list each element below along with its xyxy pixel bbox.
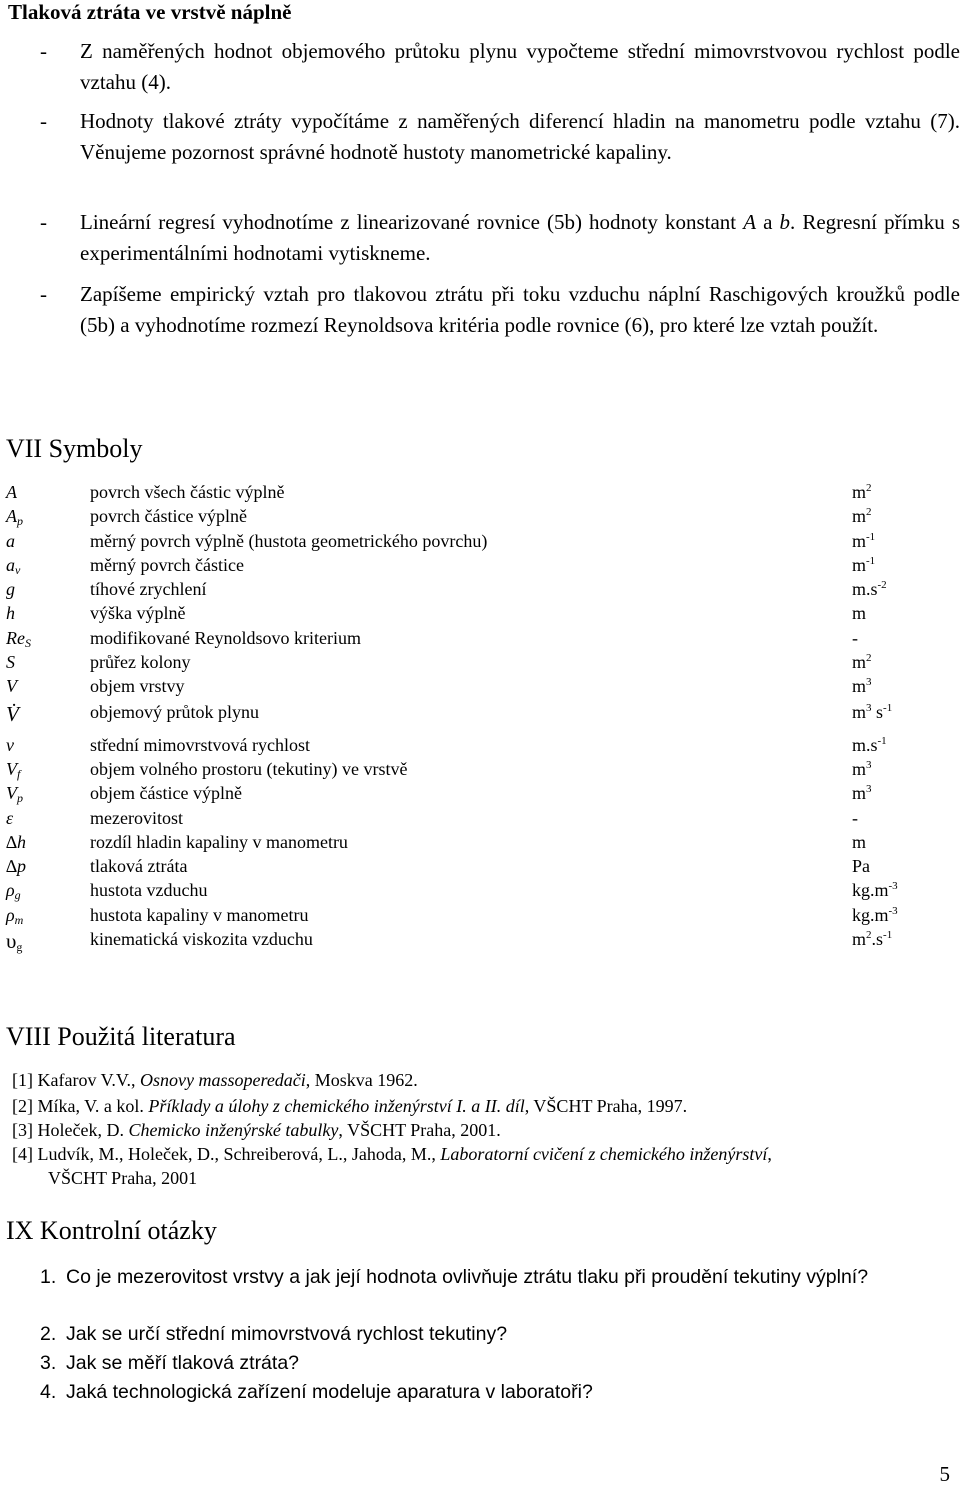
symbol-subscript: g: [14, 888, 21, 902]
symbol-subscript: p: [17, 791, 23, 805]
symbol-row: [0, 628, 960, 652]
symbol-description: objemový průtok plynu: [90, 702, 259, 722]
bullet-dash: -: [40, 282, 47, 306]
symbols-title: VII Symboly: [6, 434, 143, 463]
unit-base: m: [852, 603, 867, 623]
symbol-letter: a: [6, 531, 15, 551]
unit-base: -: [852, 808, 858, 828]
unit-exponent: 2: [866, 929, 872, 941]
question-text: Jak se určí střední mimovrstvová rychlost tekutiny?: [66, 1323, 508, 1345]
reference-title: Chemicko inženýrské tabulky: [128, 1120, 339, 1140]
symbol-letter: V̇: [6, 702, 19, 726]
symbol: [6, 880, 21, 901]
unit-exponent: -1: [866, 531, 876, 543]
bullet-dash: -: [40, 39, 47, 63]
unit-exponent: -1: [883, 929, 893, 941]
unit-base: m: [852, 702, 867, 722]
symbol-description: povrch částice výplně: [90, 506, 247, 526]
symbol-letter: v: [6, 735, 14, 755]
symbol-unit: [852, 652, 872, 673]
unit-base: Pa: [852, 856, 870, 876]
unit-exponent: 2: [866, 652, 872, 664]
symbol-row: [0, 702, 960, 726]
bullet-dash: -: [40, 109, 47, 133]
symbol-row: [0, 652, 960, 676]
unit-exponent: 3: [866, 759, 872, 771]
symbol: [6, 929, 22, 954]
unit-base: m: [852, 555, 867, 575]
symbol-unit: [852, 880, 898, 901]
question-item: [40, 1378, 960, 1407]
symbol-letter: V: [6, 783, 17, 803]
question-number: 4.: [40, 1381, 57, 1403]
symbol-unit: [852, 531, 875, 552]
unit-exponent: -2: [877, 579, 887, 591]
question-number: 3.: [40, 1352, 57, 1374]
unit-exponent: -3: [888, 905, 898, 917]
symbol-letter: h: [6, 603, 15, 623]
symbol-unit: [852, 929, 892, 950]
symbol-letter: ε: [6, 808, 14, 828]
symbol-letter: A: [6, 506, 17, 526]
question-number: 2.: [40, 1323, 57, 1345]
symbol: [6, 735, 14, 756]
symbol: [6, 482, 17, 503]
unit-base: .s: [871, 929, 884, 949]
reference-item: [12, 1142, 952, 1190]
symbol-description: výška výplně: [90, 603, 186, 623]
reference-publisher: , VŠCHT Praha, 2001.: [338, 1120, 501, 1140]
symbol-unit: [852, 905, 898, 926]
symbol-letter: Re: [6, 628, 25, 648]
symbol-letter: ∆p: [6, 856, 27, 876]
symbol-description: rozdíl hladin kapaliny v manometru: [90, 832, 348, 852]
symbol-letter: ∆h: [6, 832, 27, 852]
question-number: 1.: [40, 1266, 57, 1288]
symbol: [6, 628, 31, 649]
question-item: [40, 1320, 960, 1349]
symbol-subscript: v: [15, 563, 21, 577]
symbol-unit: [852, 628, 858, 649]
reference-authors: Kafarov V.V.,: [33, 1070, 140, 1090]
symbol-row: [0, 929, 960, 953]
unit-base: m: [852, 482, 867, 502]
reference-number: [1]: [12, 1070, 33, 1090]
unit-exponent: -1: [883, 702, 893, 714]
symbol-description: střední mimovrstvová rychlost: [90, 735, 310, 755]
unit-base: m: [852, 676, 867, 696]
symbol-row: [0, 735, 960, 759]
symbol: [6, 555, 20, 576]
symbol-description: měrný povrch částice: [90, 555, 244, 575]
symbol-letter: a: [6, 555, 15, 575]
symbol-subscript: m: [14, 913, 24, 927]
symbol-subscript: S: [24, 636, 31, 650]
reference-title: Osnovy massoperedači: [140, 1070, 306, 1090]
symbol-unit: [852, 506, 872, 527]
symbol-description: měrný povrch výplně (hustota geometrického povrchu): [90, 531, 488, 551]
symbol-description: hustota kapaliny v manometru: [90, 905, 309, 925]
reference-publisher: ,: [767, 1144, 772, 1164]
symbol: [6, 676, 17, 697]
symbol-letter: A: [6, 482, 17, 502]
unit-base: m.s: [852, 579, 878, 599]
symbol-letter: υ: [6, 929, 17, 953]
symbol: [6, 652, 15, 673]
symbol: [6, 759, 20, 780]
symbol-unit: [852, 579, 887, 600]
symbol-row: [0, 482, 960, 506]
symbol-unit: [852, 808, 858, 829]
unit-exponent: -1: [877, 735, 887, 747]
symbol-unit: [852, 832, 866, 853]
symbol-row: [0, 880, 960, 904]
unit-exponent: 3: [866, 783, 872, 795]
reference-title: Příklady a úlohy z chemického inženýrství I. a II. díl: [148, 1096, 525, 1116]
reference-number: [4]: [12, 1144, 33, 1164]
symbol-description: kinematická viskozita vzduchu: [90, 929, 313, 949]
unit-base: m: [852, 783, 867, 803]
unit-exponent: 2: [866, 506, 872, 518]
symbol-unit: [852, 735, 887, 756]
symbol: [6, 506, 23, 527]
bullet-text: Zapíšeme empirický vztah pro tlakovou ztrátu při toku vzduchu náplní Raschigových kroužků podle (5b) a vyhodnotíme rozmezí Reynoldsova kritéria podle rovnice (6), pro které lze vztah použít.: [80, 282, 960, 337]
question-text: Jaká technologická zařízení modeluje aparatura v laboratoři?: [66, 1381, 593, 1403]
symbol-subscript: f: [17, 767, 21, 781]
bullet-item: [40, 279, 960, 372]
reference-number: [2]: [12, 1096, 33, 1116]
reference-item: [12, 1118, 952, 1142]
unit-base: m: [852, 531, 867, 551]
unit-base: s: [871, 702, 884, 722]
question-item: [40, 1263, 960, 1321]
reference-authors: Míka, V. a kol.: [33, 1096, 149, 1116]
symbol-row: [0, 506, 960, 530]
literature-title: VIII Použitá literatura: [6, 1022, 236, 1051]
question-text: Co je mezerovitost vrstvy a jak její hodnota ovlivňuje ztrátu tlaku při proudění tekutiny výplní?: [66, 1266, 869, 1288]
symbol-description: objem volného prostoru (tekutiny) ve vrstvě: [90, 759, 408, 779]
symbol: [6, 832, 26, 853]
unit-base: m: [852, 759, 867, 779]
unit-base: m: [852, 929, 867, 949]
bullet-item: [40, 36, 960, 98]
reference-number: [3]: [12, 1120, 33, 1140]
symbol-row: [0, 905, 960, 929]
unit-exponent: 3: [866, 676, 872, 688]
symbol: [6, 905, 23, 926]
symbol: [6, 702, 19, 727]
questions-title: IX Kontrolní otázky: [6, 1216, 217, 1245]
symbol-description: objem vrstvy: [90, 676, 185, 696]
question-item: [40, 1349, 960, 1378]
symbol-unit: [852, 555, 875, 576]
unit-base: m: [852, 506, 867, 526]
symbol-description: objem částice výplně: [90, 783, 242, 803]
unit-exponent: 2: [866, 482, 872, 494]
symbol-row: [0, 579, 960, 603]
symbol-unit: [852, 702, 892, 723]
reference-item: [12, 1094, 952, 1118]
reference-publisher: , Moskva 1962.: [305, 1070, 418, 1090]
symbol-letter: ρ: [6, 880, 15, 900]
question-text: Jak se měří tlaková ztráta?: [66, 1352, 300, 1374]
symbol-row: [0, 808, 960, 832]
reference-authors: Holeček, D.: [33, 1120, 129, 1140]
symbol-row: [0, 555, 960, 579]
symbol-row: [0, 759, 960, 783]
bullet-dash: -: [40, 210, 47, 234]
symbol-row: [0, 783, 960, 807]
symbol-row: [0, 832, 960, 856]
reference-continuation: VŠCHT Praha, 2001: [48, 1168, 198, 1188]
symbol-unit: [852, 759, 872, 780]
symbol-row: [0, 676, 960, 700]
unit-base: m: [852, 652, 867, 672]
symbol: [6, 531, 15, 552]
symbol: [6, 579, 15, 600]
symbol-description: tíhové zrychlení: [90, 579, 207, 599]
symbol-description: povrch všech částic výplně: [90, 482, 285, 502]
symbol: [6, 603, 15, 624]
symbol-description: modifikované Reynoldsovo kriterium: [90, 628, 361, 648]
bullet-text: Z naměřených hodnot objemového průtoku plynu vypočteme střední mimovrstvovou rychlost podle vztahu (4).: [80, 39, 960, 94]
bullet-item: [40, 106, 960, 199]
symbol-subscript: g: [16, 940, 23, 954]
symbol-unit: [852, 603, 866, 624]
unit-exponent: 3: [866, 702, 872, 714]
reference-publisher: , VŠCHT Praha, 1997.: [524, 1096, 688, 1116]
symbol-letter: V: [6, 676, 17, 696]
bullet-text: Hodnoty tlakové ztráty vypočítáme z naměřených diferencí hladin na manometru podle vztahu (7). Věnujeme pozornost správné hodnotě hustoty manometrické kapaliny.: [80, 109, 960, 164]
symbol-letter: ρ: [6, 905, 15, 925]
unit-exponent: -3: [888, 880, 898, 892]
symbol-letter: S: [6, 652, 15, 672]
section-heading: Tlaková ztráta ve vrstvě náplně: [8, 0, 292, 24]
symbol-unit: [852, 783, 872, 804]
reference-authors: Ludvík, M., Holeček, D., Schreiberová, L., Jahoda, M.,: [33, 1144, 441, 1164]
symbol-letter: g: [6, 579, 15, 599]
symbol-row: [0, 856, 960, 880]
symbol-subscript: p: [17, 514, 23, 528]
unit-exponent: -1: [866, 555, 876, 567]
unit-base: m.s: [852, 735, 878, 755]
symbol-unit: [852, 856, 870, 877]
symbol-unit: [852, 676, 872, 697]
unit-base: kg.m: [852, 880, 889, 900]
symbol-description: hustota vzduchu: [90, 880, 208, 900]
symbol-description: průřez kolony: [90, 652, 191, 672]
bullet-item: [40, 207, 960, 269]
symbol-row: [0, 603, 960, 627]
symbol-description: tlaková ztráta: [90, 856, 188, 876]
symbol: [6, 808, 13, 829]
symbol: [6, 856, 26, 877]
unit-base: kg.m: [852, 905, 889, 925]
unit-base: -: [852, 628, 858, 648]
symbol-row: [0, 531, 960, 555]
symbol-letter: V: [6, 759, 17, 779]
reference-item: [12, 1068, 952, 1092]
page-number: 5: [939, 1462, 950, 1486]
symbol-description: mezerovitost: [90, 808, 183, 828]
reference-title: Laboratorní cvičení z chemického inženýrství: [440, 1144, 768, 1164]
bullet-text: Lineární regresí vyhodnotíme z linearizované rovnice (5b) hodnoty konstant A a b. Regresní přímku s experimentálními hodnotami vytiskneme.: [80, 210, 960, 265]
symbol-unit: [852, 482, 872, 503]
symbol: [6, 783, 23, 804]
unit-base: m: [852, 832, 867, 852]
